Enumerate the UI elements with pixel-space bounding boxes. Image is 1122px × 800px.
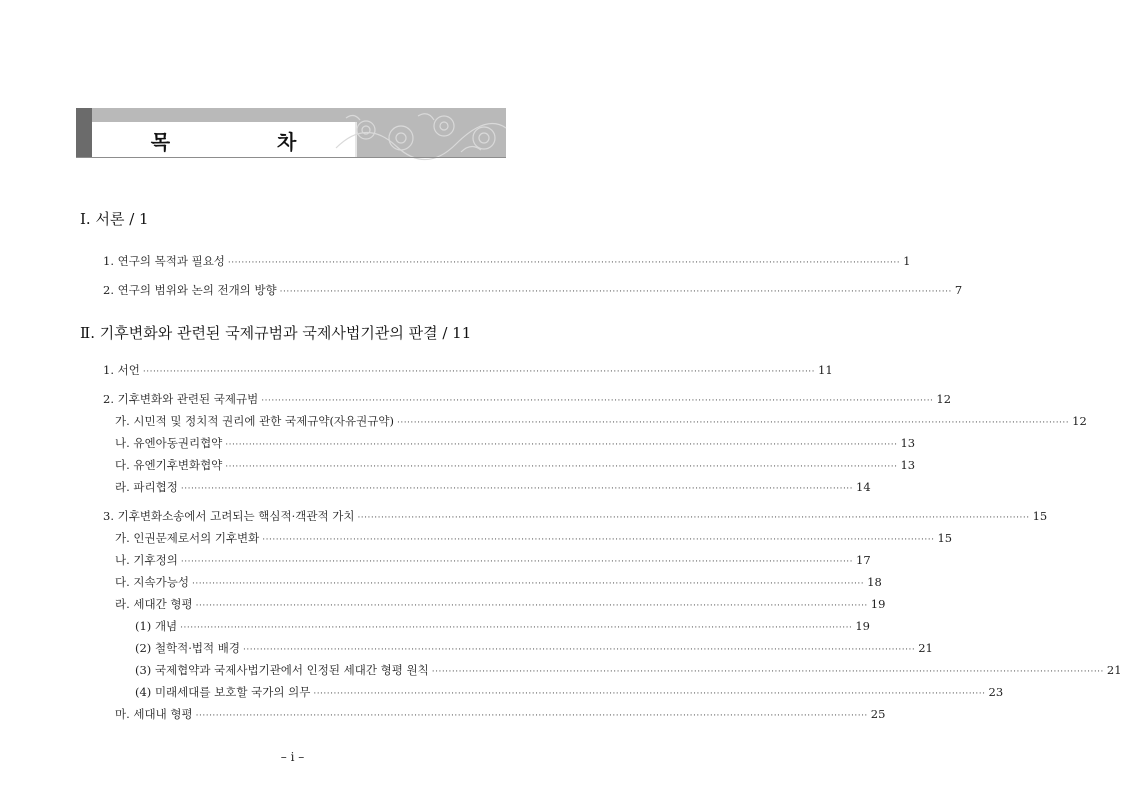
toc-entry[interactable] bbox=[135, 640, 933, 656]
toc-entry-page: 23 bbox=[988, 685, 1004, 699]
chapter-heading: Ⅱ. 기후변화와 관련된 국제규범과 국제사법기관의 판결 / 11 bbox=[80, 324, 472, 342]
toc-entry-label: 다. 유엔기후변화협약 bbox=[115, 458, 223, 472]
toc-entry[interactable] bbox=[115, 457, 916, 473]
toc-entry-label: 라. 파리협정 bbox=[115, 480, 178, 494]
leader-dots: ········································································································································································································ bbox=[313, 689, 986, 699]
toc-entry-label: (1) 개념 bbox=[135, 619, 178, 633]
toc-entry[interactable] bbox=[103, 508, 1048, 524]
toc-entry-page: 15 bbox=[937, 531, 953, 545]
leader-dots: ········································································································································································································ bbox=[180, 484, 854, 494]
toc-entry-page: 13 bbox=[900, 436, 916, 450]
toc-entry-page: 21 bbox=[1106, 663, 1122, 677]
toc-entry-label: 1. 연구의 목적과 필요성 bbox=[103, 254, 225, 268]
leader-dots: ········································································································································································································ bbox=[195, 601, 868, 611]
toc-entry-label: 1. 서언 bbox=[103, 363, 140, 377]
toc-entry-page: 18 bbox=[867, 575, 882, 589]
leader-dots: ········································································································································································································ bbox=[396, 418, 1070, 428]
leader-dots: ········································································································································································································ bbox=[261, 396, 934, 406]
toc-banner bbox=[76, 108, 506, 158]
leader-dots: ········································································································································································································ bbox=[180, 557, 854, 567]
toc-entry[interactable] bbox=[135, 618, 870, 634]
toc-entry[interactable] bbox=[115, 706, 886, 722]
page-number: – i – bbox=[280, 750, 305, 764]
leader-dots: ········································································································································································································ bbox=[262, 535, 935, 545]
toc-entry-label: (2) 철학적·법적 배경 bbox=[135, 641, 241, 655]
toc-entry[interactable] bbox=[115, 479, 871, 495]
toc-entry-label: 나. 유엔아동권리협약 bbox=[115, 436, 223, 450]
toc-entry[interactable] bbox=[135, 662, 1122, 678]
toc-entry[interactable] bbox=[115, 552, 871, 568]
toc-entry-page: 19 bbox=[870, 597, 886, 611]
toc-entry-label: 다. 지속가능성 bbox=[115, 575, 189, 589]
leader-dots: ········································································································································································································ bbox=[357, 513, 1030, 523]
toc-entry-page: 11 bbox=[818, 363, 833, 377]
toc-entry-label: 가. 시민적 및 정치적 권리에 관한 국제규약(자유권규약) bbox=[115, 414, 394, 428]
toc-entry-page: 15 bbox=[1032, 509, 1048, 523]
leader-dots: ········································································································································································································ bbox=[279, 287, 952, 297]
leader-dots: ········································································································································································································ bbox=[195, 711, 868, 721]
toc-entry-page: 17 bbox=[856, 553, 871, 567]
toc-entry-label: 마. 세대내 형평 bbox=[115, 707, 193, 721]
banner-rule bbox=[76, 157, 506, 158]
toc-entry-label: 2. 기후변화와 관련된 국제규범 bbox=[103, 392, 259, 406]
toc-entry-page: 1 bbox=[903, 254, 911, 268]
toc-entry[interactable] bbox=[135, 684, 1004, 700]
leader-dots: ········································································································································································································ bbox=[180, 623, 853, 633]
toc-entry[interactable] bbox=[103, 362, 833, 378]
toc-entry-label: 나. 기후정의 bbox=[115, 553, 178, 567]
leader-dots: ········································································································································································································ bbox=[225, 462, 898, 472]
leader-dots: ········································································································································································································ bbox=[227, 258, 901, 268]
toc-entry-label: 가. 인권문제로서의 기후변화 bbox=[115, 531, 260, 545]
toc-entry[interactable] bbox=[103, 391, 952, 407]
toc-entry[interactable] bbox=[115, 596, 886, 612]
toc-entry-page: 12 bbox=[1072, 414, 1087, 428]
chapter-heading: Ⅰ. 서론 / 1 bbox=[80, 210, 149, 228]
toc-entry-page: 13 bbox=[900, 458, 916, 472]
toc-entry[interactable] bbox=[115, 435, 916, 451]
toc-entry-page: 19 bbox=[855, 619, 870, 633]
toc-entry[interactable] bbox=[115, 530, 953, 546]
toc-entry[interactable] bbox=[115, 574, 882, 590]
leader-dots: ········································································································································································································ bbox=[243, 645, 916, 655]
banner-accent bbox=[76, 108, 92, 158]
page-title: 목 차 bbox=[150, 130, 347, 154]
leader-dots: ········································································································································································································ bbox=[142, 367, 816, 377]
toc-entry-page: 14 bbox=[856, 480, 871, 494]
leader-dots: ········································································································································································································ bbox=[225, 440, 898, 450]
toc-entry-page: 25 bbox=[870, 707, 886, 721]
leader-dots: ········································································································································································································ bbox=[431, 667, 1104, 677]
toc-entry-label: (4) 미래세대를 보호할 국가의 의무 bbox=[135, 685, 311, 699]
toc-entry[interactable] bbox=[103, 282, 963, 298]
toc-entry-label: 라. 세대간 형평 bbox=[115, 597, 193, 611]
toc-entry-page: 21 bbox=[918, 641, 933, 655]
toc-entry[interactable] bbox=[103, 253, 911, 269]
toc-entry-label: 3. 기후변화소송에서 고려되는 핵심적·객관적 가치 bbox=[103, 509, 355, 523]
toc-entry-label: 2. 연구의 범위와 논의 전개의 방향 bbox=[103, 283, 277, 297]
toc-entry[interactable] bbox=[115, 413, 1087, 429]
toc-entry-page: 7 bbox=[954, 283, 963, 297]
toc-entry-label: (3) 국제협약과 국제사법기관에서 인정된 세대간 형평 원칙 bbox=[135, 663, 429, 677]
toc-entry-page: 12 bbox=[936, 392, 952, 406]
leader-dots: ········································································································································································································ bbox=[191, 579, 865, 589]
flower-decoration-icon bbox=[306, 108, 506, 158]
